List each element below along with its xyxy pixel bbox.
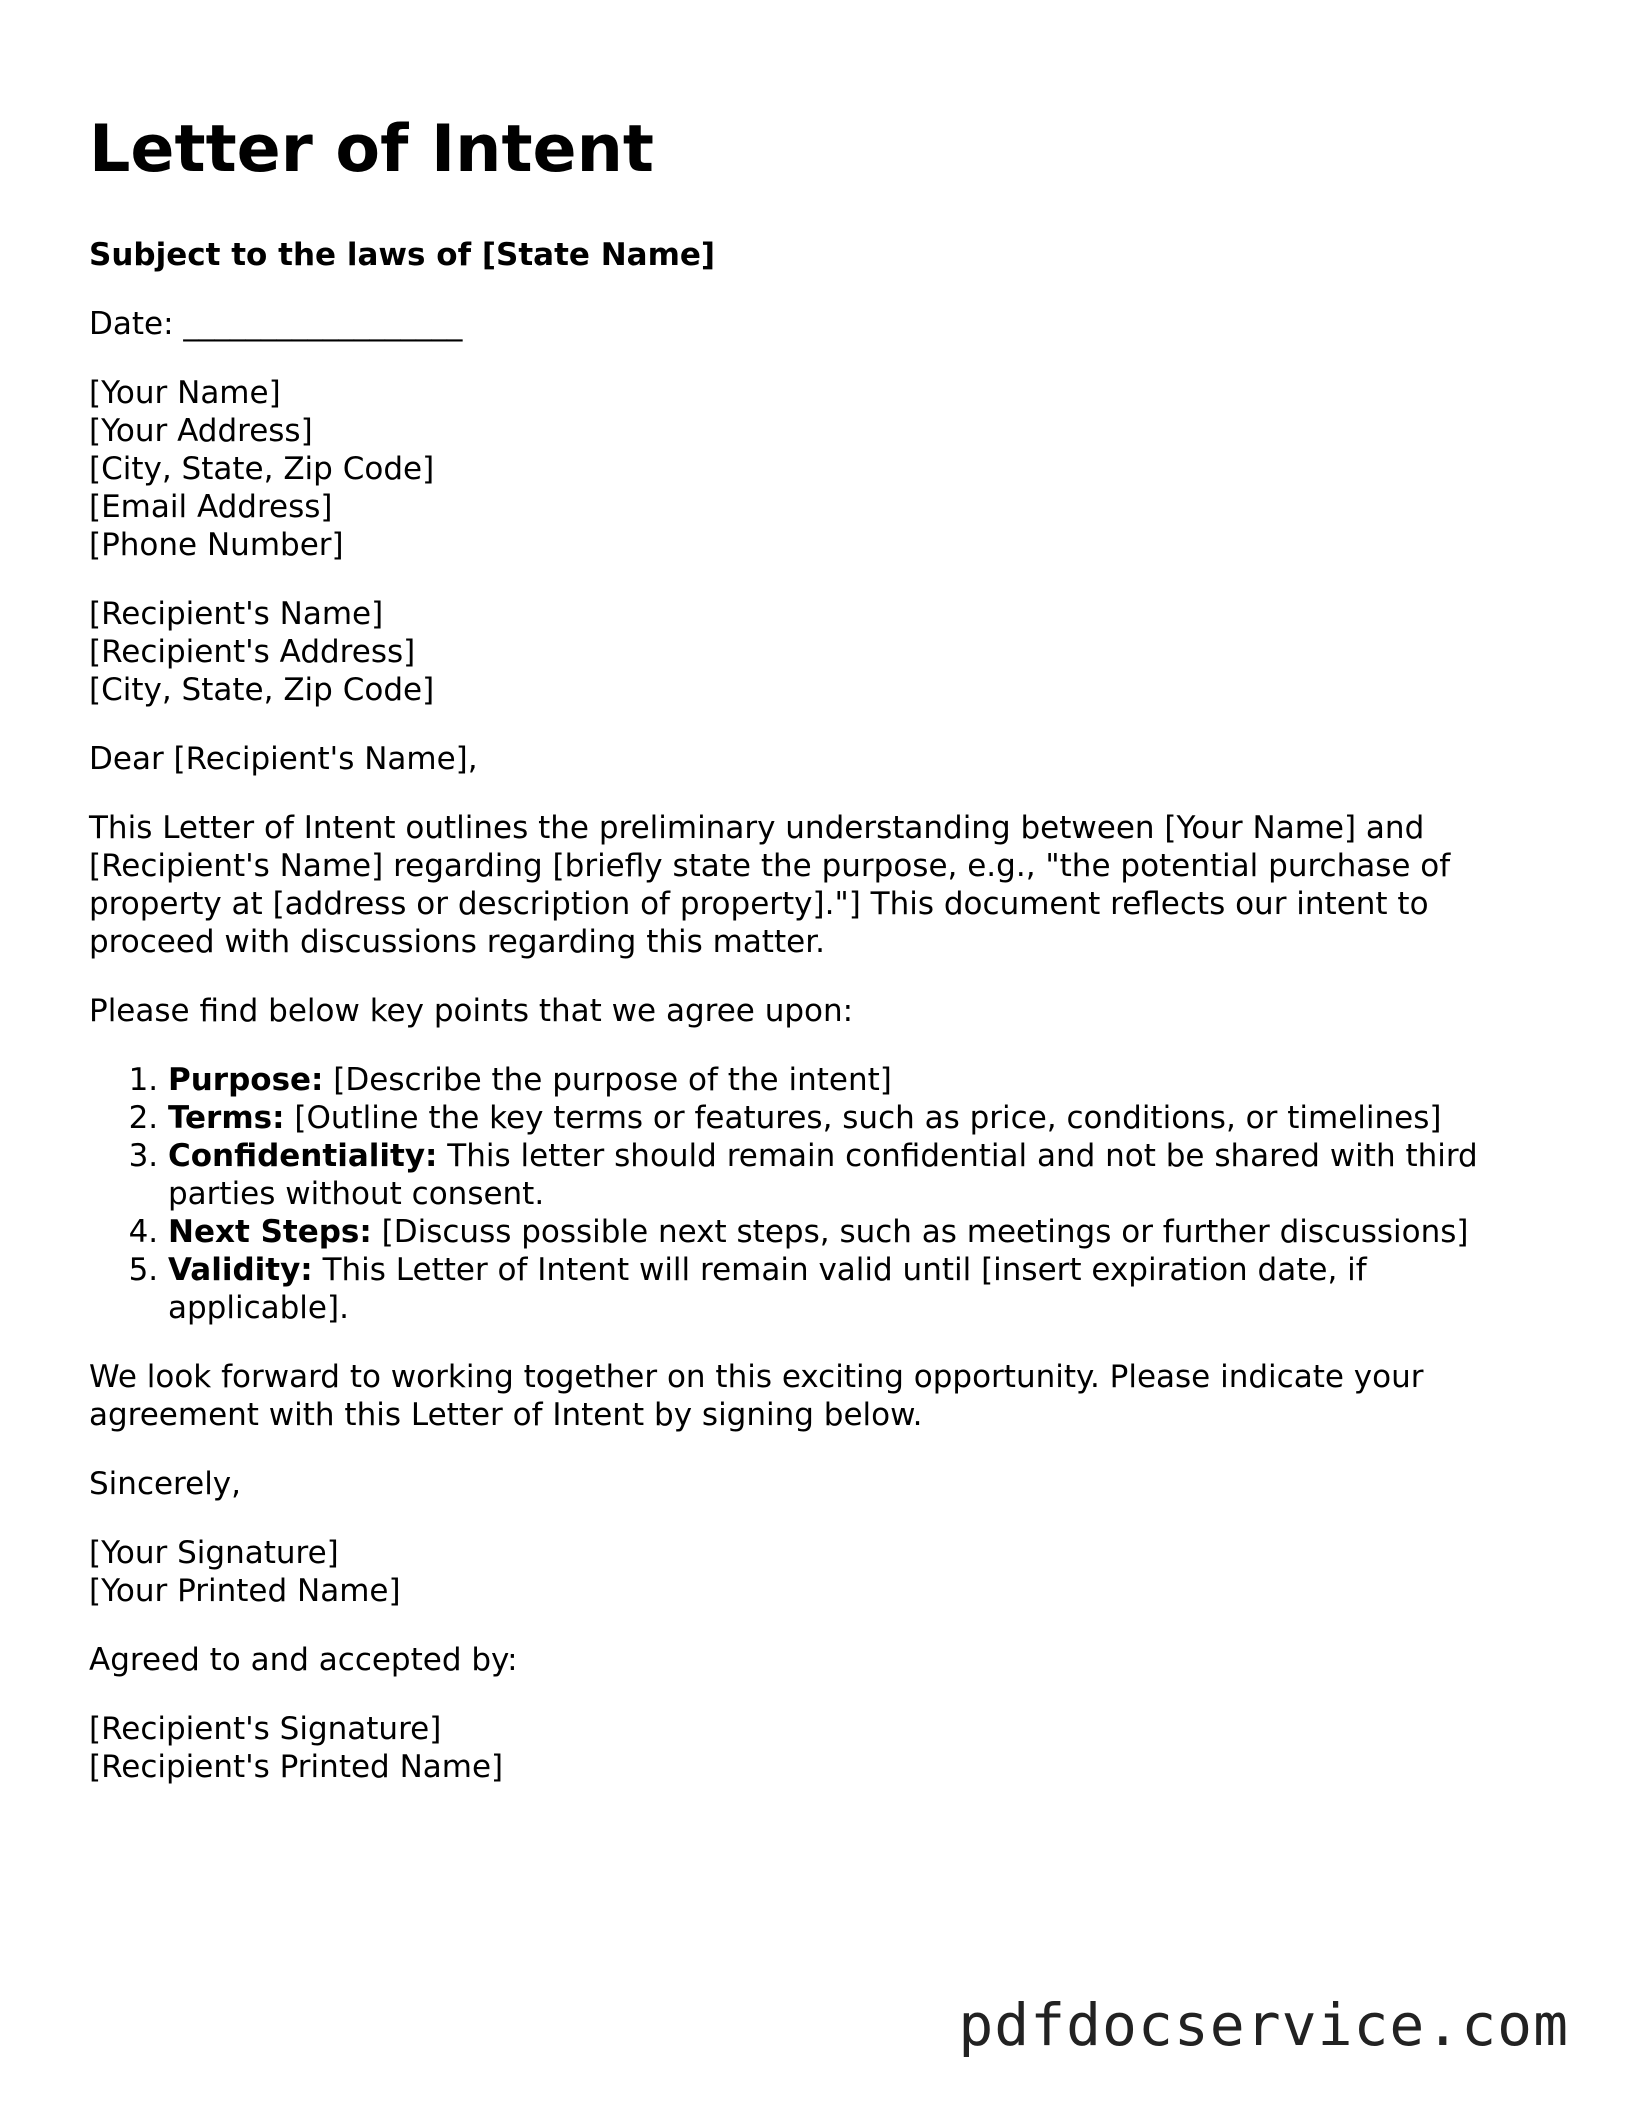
recipient-signature-block <box>89 1710 1529 1786</box>
sender-address: [Your Address] <box>89 413 313 449</box>
list-item <box>168 1251 1529 1327</box>
list-item <box>168 1137 1529 1213</box>
key-points-list <box>89 1061 1529 1327</box>
key-point-text: [Discuss possible next steps, such as meetings or further discussions] <box>371 1214 1469 1250</box>
sender-address-block <box>89 374 1529 564</box>
document-title: Letter of Intent <box>89 112 654 187</box>
list-item <box>168 1099 1529 1137</box>
key-point-label: Purpose: <box>168 1062 324 1098</box>
list-item <box>168 1213 1529 1251</box>
site-watermark: pdfdocservice.com <box>958 1991 1569 2059</box>
key-point-text: This letter should remain confidential and not be shared with third parties without consent. <box>168 1138 1478 1212</box>
date-line: Date: __________________ <box>89 306 463 342</box>
key-point-label: Confidentiality: <box>168 1138 438 1174</box>
letter-page <box>89 110 1529 1817</box>
recipient-printed-name: [Recipient's Printed Name] <box>89 1749 504 1785</box>
sign-off: Sincerely, <box>89 1466 242 1502</box>
key-point-label: Terms: <box>168 1100 285 1136</box>
recipient-name: [Recipient's Name] <box>89 596 384 632</box>
salutation: Dear [Recipient's Name], <box>89 741 478 777</box>
sender-phone: [Phone Number] <box>89 527 344 563</box>
sender-printed-name: [Your Printed Name] <box>89 1573 401 1609</box>
sender-signature-block <box>89 1534 1529 1610</box>
sender-city-state-zip: [City, State, Zip Code] <box>89 451 435 487</box>
key-point-text: [Outline the key terms or features, such as price, conditions, or timelines] <box>284 1100 1442 1136</box>
key-point-label: Next Steps: <box>168 1214 372 1250</box>
governing-law-subject: Subject to the laws of [State Name] <box>89 237 716 273</box>
acceptance-line: Agreed to and accepted by: <box>89 1642 518 1678</box>
key-point-text: This Letter of Intent will remain valid until [insert expiration date, if applicable]. <box>168 1252 1367 1326</box>
recipient-city-state-zip: [City, State, Zip Code] <box>89 672 435 708</box>
recipient-address: [Recipient's Address] <box>89 634 416 670</box>
sender-email: [Email Address] <box>89 489 333 525</box>
closing-paragraph: We look forward to working together on this exciting opportunity. Please indicate your agreement with this Letter of Intent by signing below. <box>89 1359 1424 1433</box>
key-point-label: Validity: <box>168 1252 313 1288</box>
recipient-signature: [Recipient's Signature] <box>89 1711 442 1747</box>
list-intro: Please find below key points that we agree upon: <box>89 993 854 1029</box>
list-item <box>168 1061 1529 1099</box>
sender-signature: [Your Signature] <box>89 1535 339 1571</box>
sender-name: [Your Name] <box>89 375 281 411</box>
key-point-text: [Describe the purpose of the intent] <box>323 1062 892 1098</box>
recipient-address-block <box>89 595 1529 709</box>
intro-paragraph: This Letter of Intent outlines the preliminary understanding between [Your Name] and [Recipient's Name] regarding [briefly state the purpose, e.g., "the potential purchase of property at [address or description of property]."] This document reflects our intent to proceed with discussions regarding this matter. <box>89 810 1451 960</box>
